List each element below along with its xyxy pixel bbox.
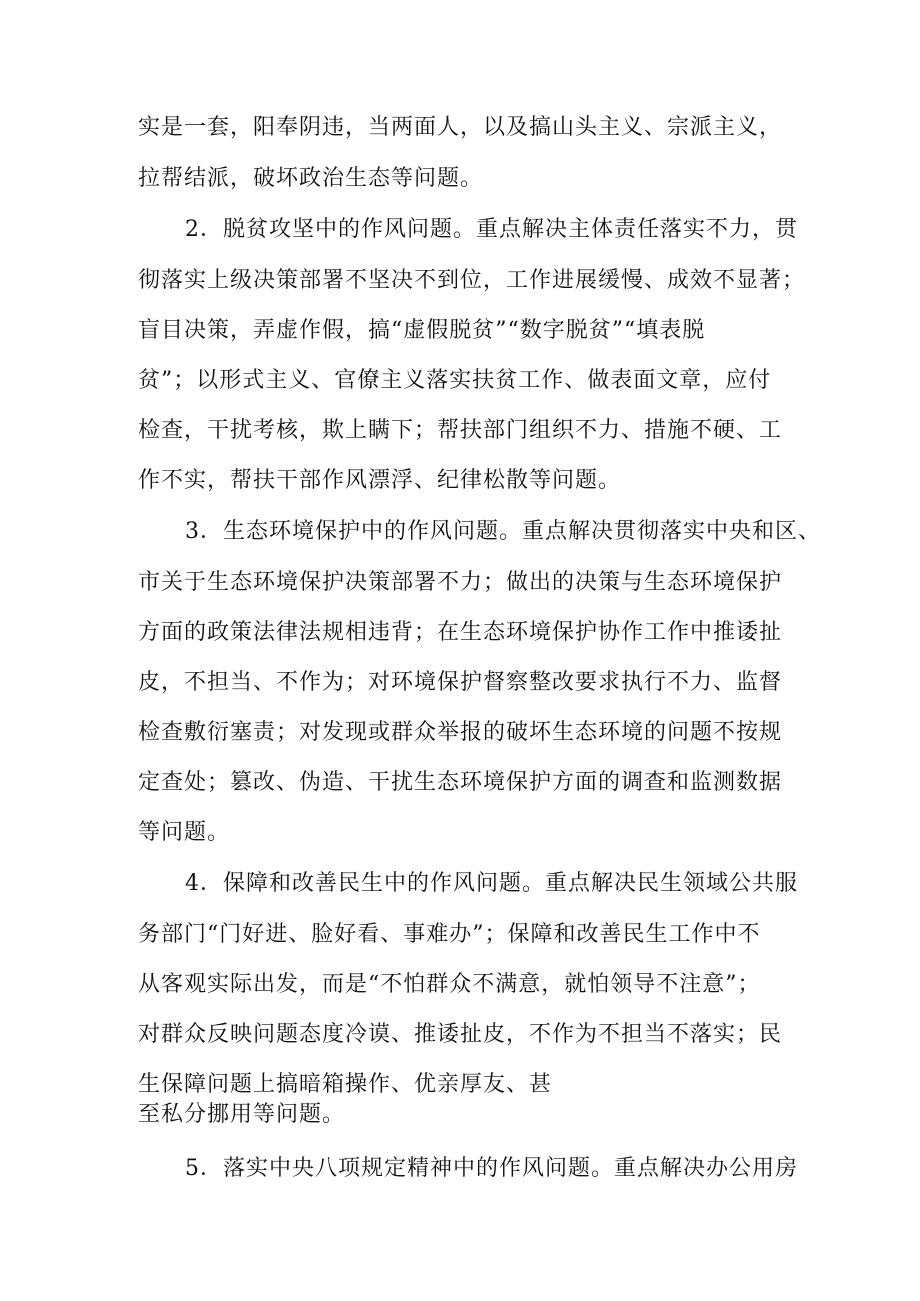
- text-line: 市关于生态环境保护决策部署不力；做出的决策与生态环境保护: [138, 570, 783, 595]
- text-line: 检查敷衍塞责；对发现或群众举报的破坏生态环境的问题不按规: [138, 720, 783, 745]
- text-line: 方面的政策法律法规相违背；在生态环境保护协作工作中推诿扯: [138, 620, 783, 645]
- text-line: 彻落实上级决策部署不坚决不到位，工作进展缓慢、成效不显著；: [138, 268, 806, 293]
- text-line: 至私分挪用等问题。: [138, 1102, 346, 1127]
- text-line: 定查处；篡改、伪造、干扰生态环境保护方面的调查和监测数据: [138, 770, 783, 795]
- text-line: 作不实，帮扶干部作风漂浮、纪律松散等问题。: [138, 468, 622, 493]
- text-line: 对群众反映问题态度冷谟、推诿扯皮，不作为不担当不落实；民: [138, 1022, 783, 1047]
- text-line: 等问题。: [138, 820, 231, 845]
- text-line: 实是一套，阳奉阴违，当两面人，以及搞山头主义、宗派主义，: [138, 115, 783, 140]
- text-line: 务部门“门好进、脸好看、事难办”；保障和改善民生工作中不: [138, 922, 761, 947]
- text-line: 3．生态环境保护中的作风问题。重点解决贯彻落实中央和区、: [185, 519, 821, 544]
- text-line: 盲目决策，弄虚作假，搞“虚假脱贫”“数字脱贫”“填表脱: [138, 318, 706, 343]
- text-line: 检查，干扰考核，欺上瞒下；帮扶部门组织不力、措施不硬、工: [138, 418, 783, 443]
- text-line: 从客观实际出发，而是“不怕群众不满意，就怕领导不注意”；: [138, 972, 761, 997]
- text-line: 皮，不担当、不作为；对环境保护督察整改要求执行不力、监督: [138, 670, 783, 695]
- text-line: 4．保障和改善民生中的作风问题。重点解决民生领域公共服: [185, 871, 798, 896]
- text-line: 拉帮结派，破坏政治生态等问题。: [138, 166, 484, 191]
- text-line: 5．落实中央八项规定精神中的作风问题。重点解决办公用房: [185, 1156, 798, 1181]
- text-line: 2．脱贫攻坚中的作风问题。重点解决主体责任落实不力，贯: [185, 217, 798, 242]
- text-line: 贫”；以形式主义、官僚主义落实扶贫工作、做表面文章，应付: [138, 368, 772, 393]
- text-line: 生保障问题上搞暗箱操作、优亲厚友、甚: [138, 1072, 553, 1097]
